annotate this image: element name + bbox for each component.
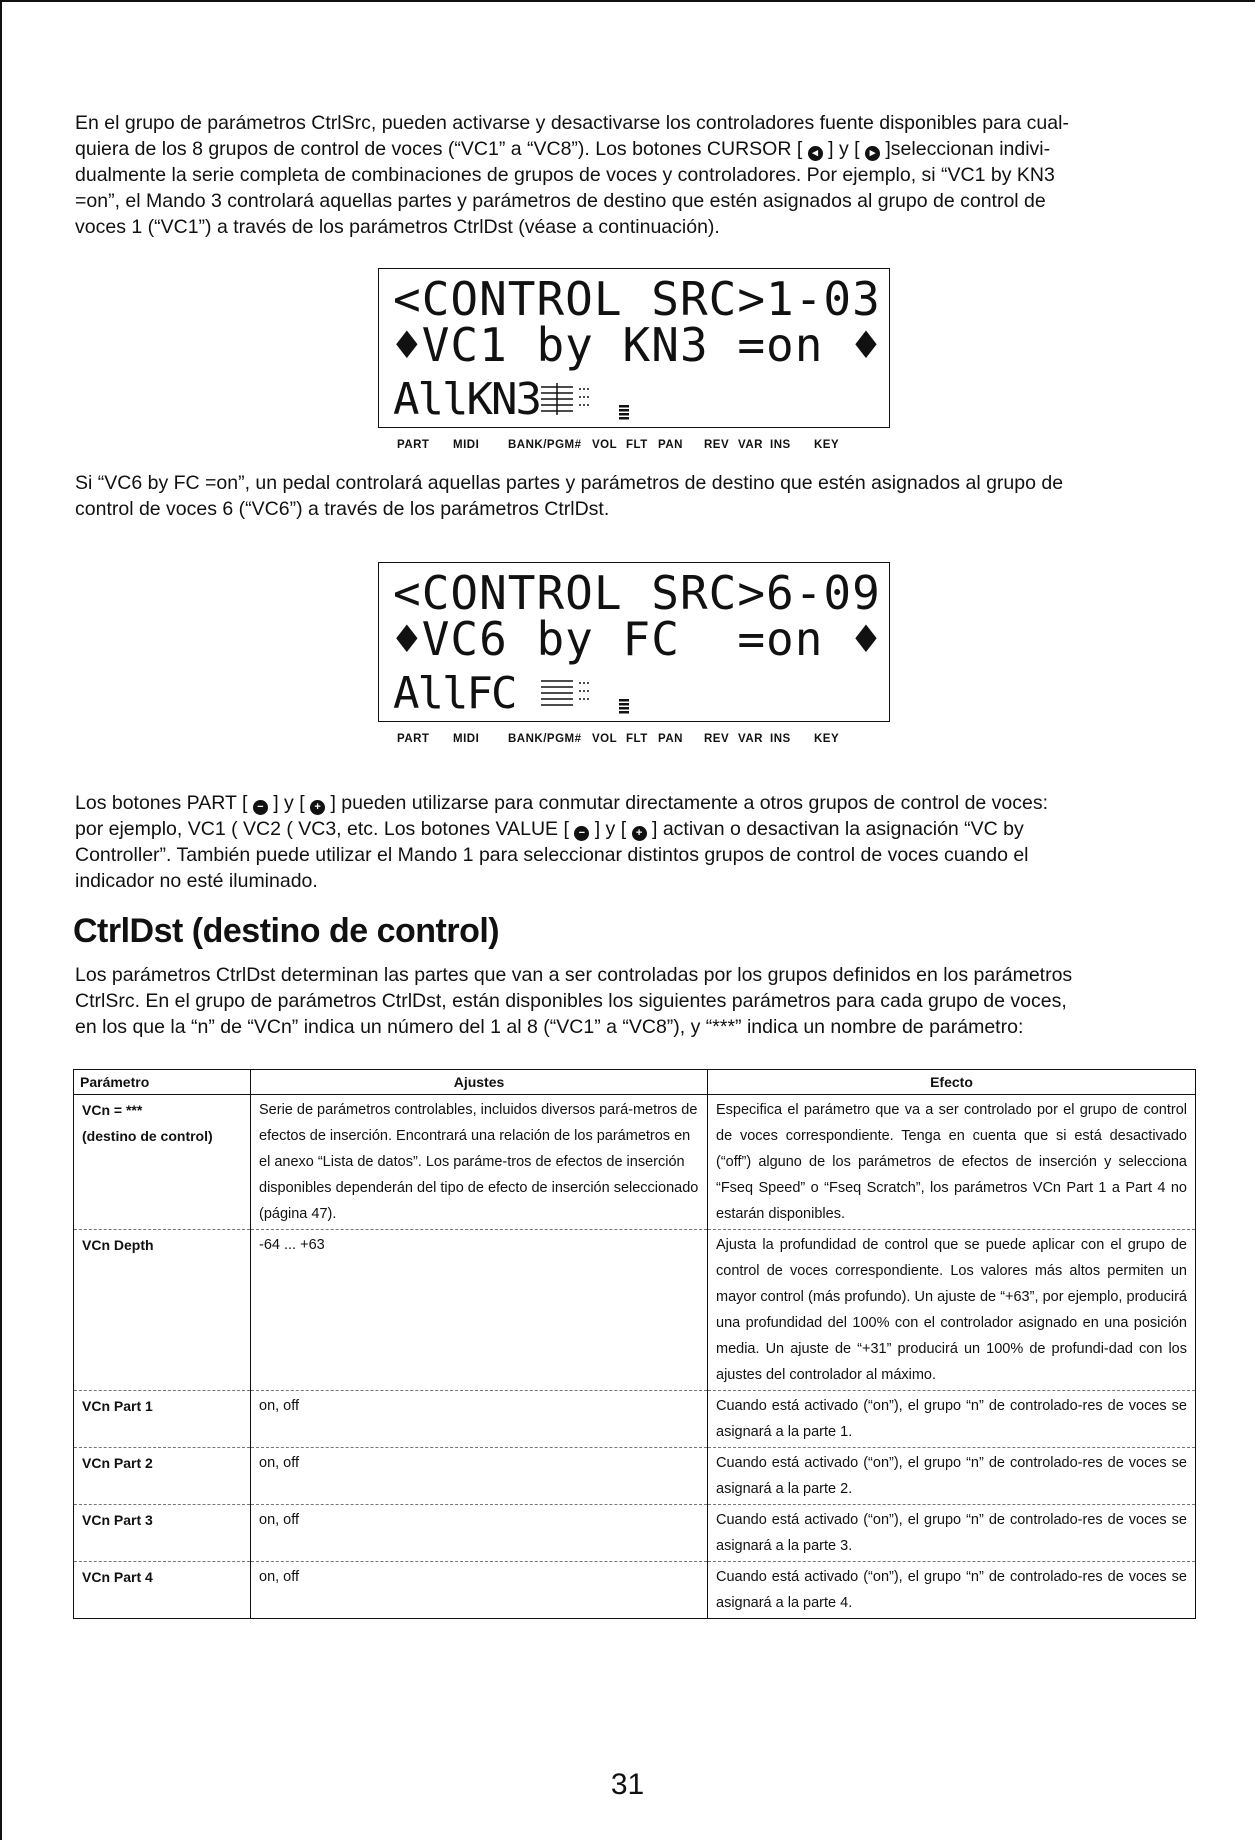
lcd1-bargraph-icon [537, 381, 657, 421]
lcd2-line-2: ♦VC6 by FC =on ♦ [393, 612, 881, 666]
lcd1-line-2: ♦VC1 by KN3 =on ♦ [393, 318, 881, 372]
section-intro-paragraph: Los parámetros CtrlDst determinan las partes que van a ser controladas por los grupos definidos en los parámetros CtrlSrc. En el grupo de parámetros CtrlDst, están disponibles los siguientes parámetros para cada grupo de voces, en los que la “n” de “VCn” indica un número del 1 al 8 (“VC1” a “VC8”), y “***” indica un nombre de parámetro: [75, 964, 1073, 1038]
lcd-display-2 [378, 562, 890, 745]
vc6-paragraph: Si “VC6 by FC =on”, un pedal controlará aquellas partes y parámetros de destino que estén asignados al grupo de control de voces 6 (“VC6”) a través de los parámetros CtrlDst. [75, 472, 1064, 520]
plus-button-icon: + [632, 826, 647, 841]
minus-button-icon: − [574, 826, 589, 841]
page-top-edge [0, 0, 1255, 2]
table-row: VCn Part 2 on, off Cuando está activado (“on”), el grupo “n” de controlado-res de voces se asignará a la parte 2. [74, 1448, 1196, 1505]
lcd1-line-1: <CONTROL SRC>1-03 [393, 272, 881, 326]
minus-button-icon: − [253, 800, 268, 815]
table-row: VCn Part 3 on, off Cuando está activado (“on”), el grupo “n” de controlado-res de voces se asignará a la parte 3. [74, 1505, 1196, 1562]
page-left-edge [0, 0, 2, 1840]
column-header-parametro: Parámetro [74, 1070, 251, 1095]
lcd1-line-3: AllKN3 [393, 374, 540, 425]
lcd2-line-1: <CONTROL SRC>6-09 [393, 566, 881, 620]
part-buttons-paragraph: Los botones PART [ − ] y [ + ] pueden utilizarse para conmutar directamente a otros grupos de control de voces: por ejemplo, VC1 ( VC2 ( VC3, etc. Los botones VALUE [ − ] y [ + ] activan o desactivan la asignación “VC by Controller”. También puede utilizar el Mando 1 para seleccionar distintos grupos de control de voces cuando el indicador no esté iluminado. [75, 792, 1049, 892]
lcd2-bargraph-icon [537, 675, 657, 715]
intro-paragraph: En el grupo de parámetros CtrlSrc, pueden activarse y desactivarse los controladores fuente disponibles para cual- quiera de los 8 grupos de control de voces (“VC1” a “VC8”). Los botones CURSOR [ ◂ ] y [ ▸ ]seleccionan indivi- dualmente la serie completa de combinaciones de grupos de voces y controladores. Por ejemplo, si “VC1 by KN3 =on”, el Mando 3 controlará aquellas partes y parámetros de destino que estén asignados al grupo de control de voces 1 (“VC1”) a través de los parámetros CtrlDst (véase a continuación). [75, 112, 1069, 238]
table-row: VCn Depth -64 ... +63 Ajusta la profundidad de control que se puede aplicar con el grupo de control de voces correspondiente. Los valores más altos permiten un mayor control (más profundo). Un ajuste de “+63”, por ejemplo, producirá una profundidad del 100% con el controlador asignado en una posición media. Un ajuste de “+31” producirá un 100% de profundi-dad con los ajustes del controlador al máximo. [74, 1230, 1196, 1391]
lcd2-line-3: AllFC [393, 668, 516, 719]
lcd2-function-labels: PART MIDI BANK/PGM# VOL FLT PAN REV VAR INS KEY [397, 733, 840, 745]
cursor-left-icon: ◂ [808, 146, 823, 161]
page-number: 31 [610, 1768, 645, 1801]
table-header-row [74, 1070, 1196, 1095]
plus-button-icon: + [310, 800, 325, 815]
parameters-table [73, 1069, 1196, 1619]
lcd-display-1 [378, 268, 890, 451]
cursor-right-icon: ▸ [865, 146, 880, 161]
table-row: VCn Part 1 on, off Cuando está activado (“on”), el grupo “n” de controlado-res de voces se asignará a la parte 1. [74, 1391, 1196, 1448]
table-row: VCn Part 4 on, off Cuando está activado (“on”), el grupo “n” de controlado-res de voces se asignará a la parte 4. [74, 1562, 1196, 1619]
section-title: CtrlDst (destino de control) [73, 912, 500, 950]
table-row: VCn = *** (destino de control) Serie de parámetros controlables, incluidos diversos pará-metros de efectos de inserción. Encontrará una relación de los parámetros en el anexo “Lista de datos”. Los paráme-tros de efectos de inserción disponibles dependerán del tipo de efecto de inserción seleccionado (página 47). Especifica el parámetro que va a ser controlado por el grupo de control de voces correspondiente. Tenga en cuenta que si está desactivado (“off”) alguno de los parámetros de efectos de inserción y selecciona “Fseq Speed” o “Fseq Scratch”, los parámetros VCn Part 1 a Part 4 no estarán disponibles. [74, 1095, 1196, 1230]
column-header-ajustes: Ajustes [251, 1070, 708, 1095]
lcd1-function-labels: PART MIDI BANK/PGM# VOL FLT PAN REV VAR INS KEY [397, 439, 840, 451]
column-header-efecto: Efecto [708, 1070, 1196, 1095]
